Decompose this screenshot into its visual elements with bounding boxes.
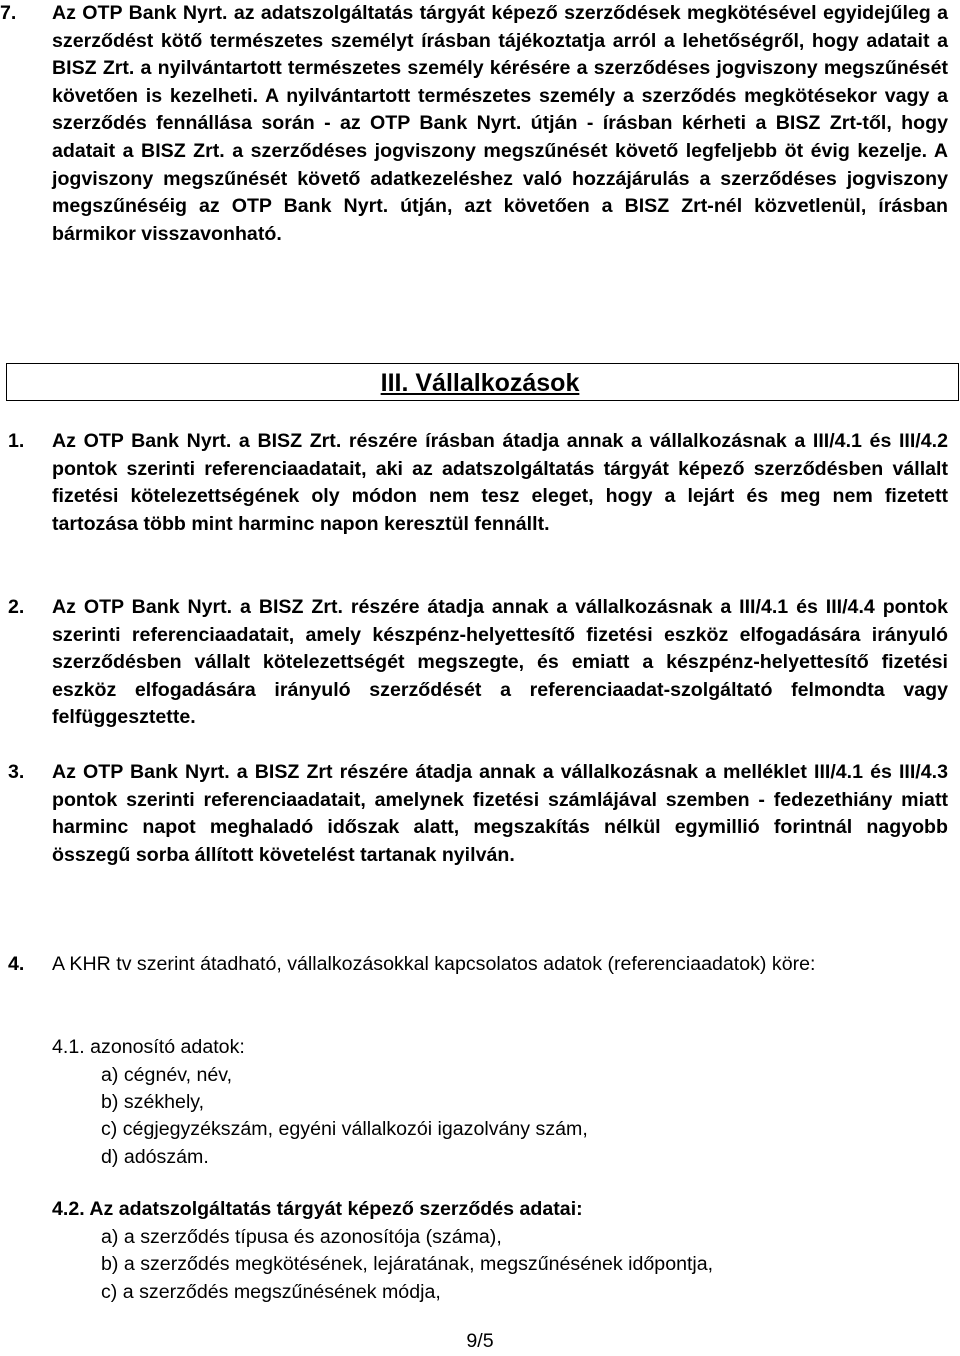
section-7-number: 7. (0, 2, 17, 24)
section-heading: III. Vállalkozások (380, 369, 580, 397)
subsection-4-1-item-b: b) székhely, (101, 1091, 205, 1113)
subsection-4-2-item-b: b) a szerződés megkötésének, lejáratának, megszűnésének időpontja, (101, 1253, 714, 1275)
item-3-text: Az OTP Bank Nyrt. a BISZ Zrt részére átadja annak a vállalkozásnak a melléklet III/4.1 és III/4.3 pontok szerinti referenciaadatait, amelynek fizetési számlájával szemben - fedezethiány miatt harminc napot meghaladó időszak alatt, megszakítás nélkül egymillió forintnál nagyobb összegű sorba állított követelést tartanak nyilván. (52, 761, 948, 866)
item-3-number: 3. (8, 761, 25, 783)
item-4-text: A KHR tv szerint átadható, vállalkozásokkal kapcsolatos adatok (referenciaadatok) köre: (52, 953, 816, 975)
item-4-number: 4. (8, 953, 25, 975)
subsection-4-1-item-c: c) cégjegyzékszám, egyéni vállalkozói igazolvány szám, (101, 1118, 588, 1140)
item-2-number: 2. (8, 596, 25, 618)
subsection-4-2-item-c: c) a szerződés megszűnésének módja, (101, 1281, 441, 1303)
section-7-text (52, 0, 948, 248)
subsection-4-2-item-a: a) a szerződés típusa és azonosítója (száma), (101, 1226, 502, 1248)
subsection-4-1-item-d: d) adószám. (101, 1146, 209, 1168)
section-7-bold-text: Az OTP Bank Nyrt. az adatszolgáltatás tárgyát képező szerződések megkötésével egyidejűleg a szerződést kötő természetes személyt írásban tájékoztatja arról a lehetőségről, hogy adatait a BISZ Zrt. a nyilvántartott természetes személy kérésére a szerződéses jogviszony megszűnését követően is kezelheti. A nyilvántartott természetes személy a szerződés megkötésekor vagy a szerződés fennállása során - az OTP Bank Nyrt. útján - írásban kérheti a BISZ Zrt-től, hogy adatait a BISZ Zrt. a szerződéses jogviszony megszűnését követő legfeljebb öt évig kezelje. (52, 2, 948, 162)
subsection-4-2-title: 4.2. Az adatszolgáltatás tárgyát képező szerződés adatai: (52, 1198, 583, 1220)
section-7-normal-text: A jogviszony megszűnését követő adatkezeléshez való hozzájárulás a szerződéses jogviszony megszűnéséig az OTP Bank Nyrt. útján, azt követően a BISZ Zrt-nél közvetlenül, írásban bármikor visszavonható. (52, 139, 949, 245)
page-number: 9/5 (466, 1330, 494, 1352)
item-2-text: Az OTP Bank Nyrt. a BISZ Zrt. részére átadja annak a vállalkozásnak a III/4.1 és III/4.4 pontok szerinti referenciaadatait, amely készpénz-helyettesítő fizetési eszköz elfogadására irányuló szerződésben vállalt kötelezettségét megszegte, és emiatt a készpénz-helyettesítő fizetési eszköz elfogadására irányuló szerződését a referenciaadat-szolgáltató felmondta vagy felfüggesztette. (52, 596, 948, 729)
subsection-4-1-item-a: a) cégnév, név, (101, 1064, 233, 1086)
subsection-4-1-title: 4.1. azonosító adatok: (52, 1036, 245, 1058)
item-1-text: Az OTP Bank Nyrt. a BISZ Zrt. részére írásban átadja annak a vállalkozásnak a III/4.1 és III/4.2 pontok szerinti referenciaadatait, aki az adatszolgáltatás tárgyát képező szerződésben vállalt fizetési kötelezettségének oly módon nem tesz eleget, hogy a lejárt és meg nem fizetett tartozása több mint harminc napon keresztül fennállt. (52, 430, 948, 535)
item-1-number: 1. (8, 430, 25, 452)
